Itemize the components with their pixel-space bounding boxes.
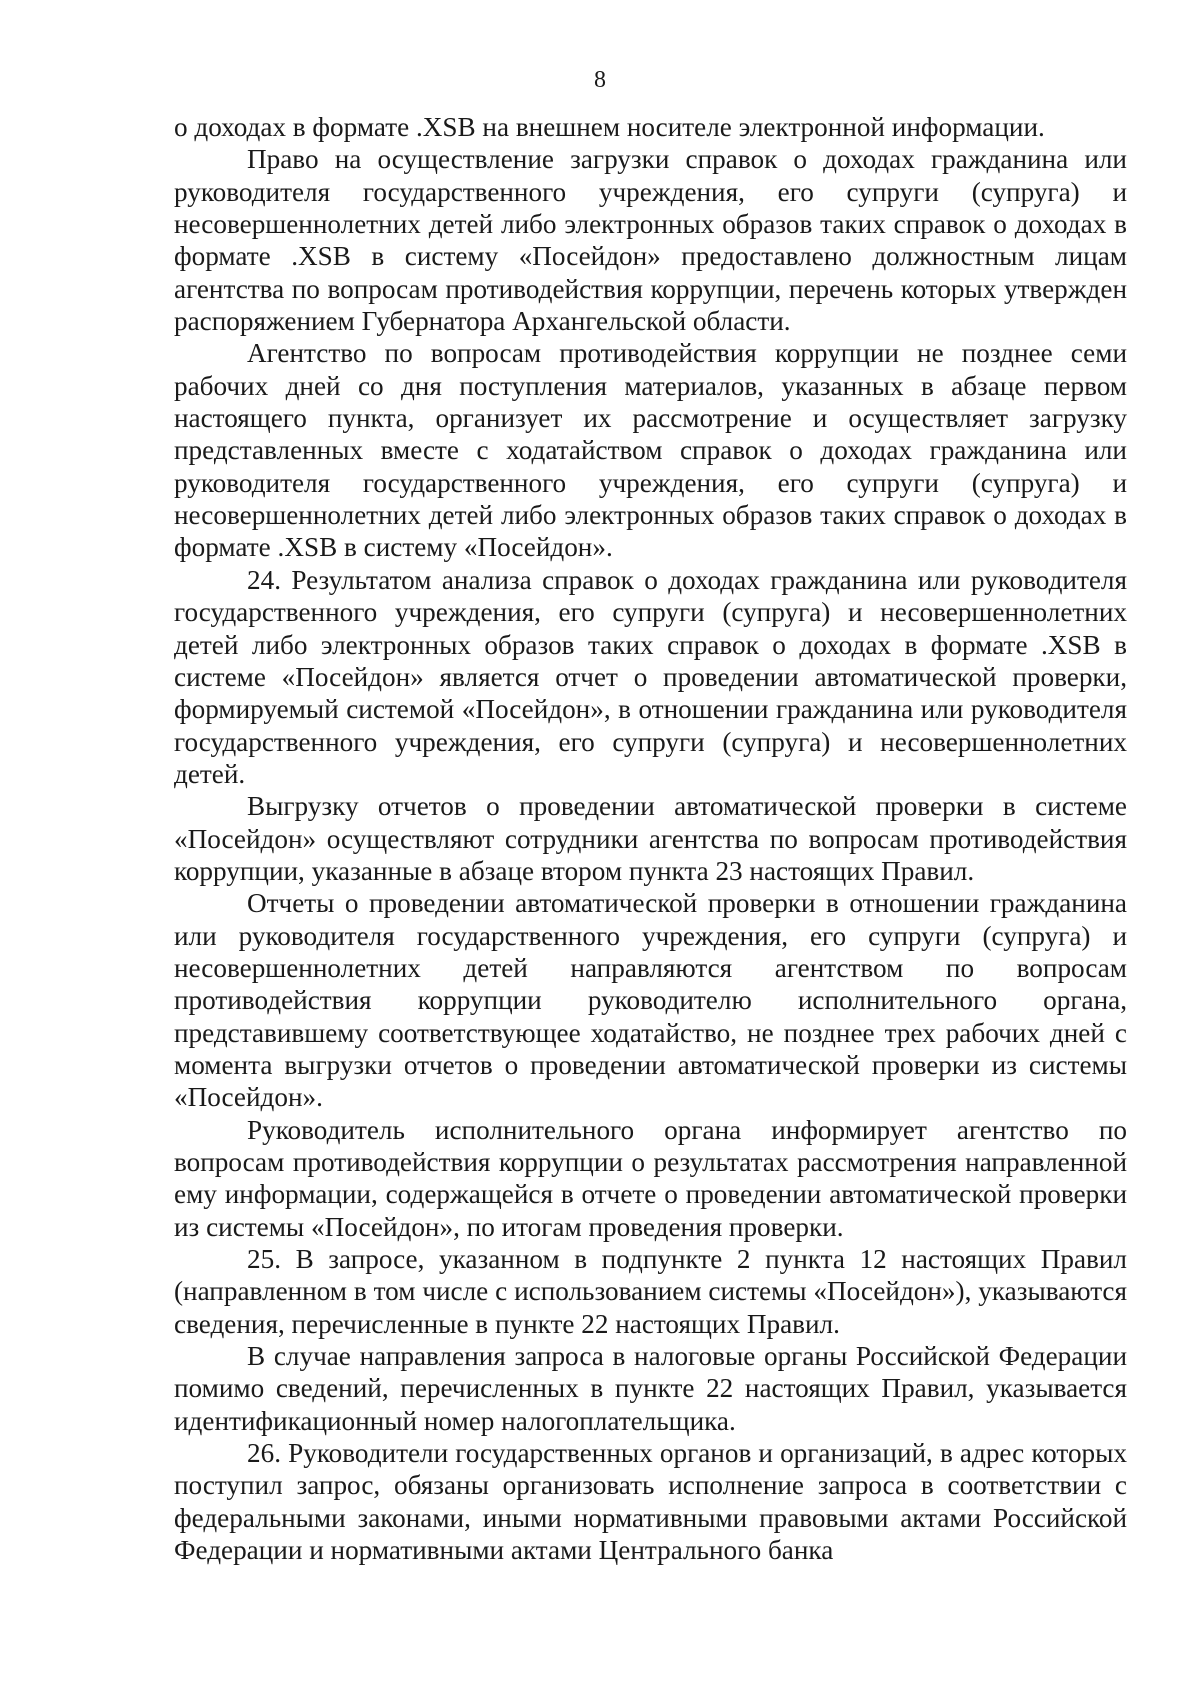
paragraph-continuation: о доходах в формате .XSB на внешнем носителе электронной информации. bbox=[174, 112, 1045, 142]
paragraph-agency-upload: Агентство по вопросам противодействия коррупции не позднее семи рабочих дней со дня поступления материалов, указанных в абзаце первом настоящего пункта, организует их рассмотрение и осуществляет загрузку представленных вместе с ходатайством справок о доходах гражданина или руководителя государственного учреждения, его супруги (супруга) и несовершеннолетних детей либо электронных образов таких справок о доходах в формате .XSB в систему «Посейдон». bbox=[174, 338, 1127, 563]
paragraph-item-24: 24. Результатом анализа справок о доходах гражданина или руководителя государственного учреждения, его супруги (супруга) и несовершеннолетних детей либо электронных образов таких справок о доходах в формате .XSB в системе «Посейдон» является отчет о проведении автоматической проверки, формируемый системой «Посейдон», в отношении гражданина или руководителя государственного учреждения, его супруги (супруга) и несовершеннолетних детей. bbox=[174, 564, 1127, 789]
paragraph-upload-rights: Право на осуществление загрузки справок о доходах гражданина или руководителя государственного учреждения, его супруги (супруга) и несовершеннолетних детей либо электронных образов таких справок о доходах в формате .XSB в систему «Посейдон» предоставлено должностным лицам агентства по вопросам противодействия коррупции, перечень которых утвержден распоряжением Губернатора Архангельской области. bbox=[174, 144, 1127, 337]
paragraph-report-export: Выгрузку отчетов о проведении автоматической проверки в системе «Посейдон» осуществляют сотрудники агентства по вопросам противодействия коррупции, указанные в абзаце втором пункта 23 настоящих Правил. bbox=[174, 791, 1127, 886]
page-number: 8 bbox=[594, 67, 606, 93]
paragraph-head-informs: Руководитель исполнительного органа информирует агентство по вопросам противодействия коррупции о результатах рассмотрения направленной ему информации, содержащейся в отчете о проведении автоматической проверки из системы «Посейдон», по итогам проведения проверки. bbox=[174, 1114, 1127, 1242]
document-body bbox=[174, 111, 1127, 1566]
paragraph-report-sending: Отчеты о проведении автоматической проверки в отношении гражданина или руководителя государственного учреждения, его супруги (супруга) и несовершеннолетних детей направляются агентством по вопросам противодействия коррупции руководителю исполнительного органа, представившему соответствующее ходатайство, не позднее трех рабочих дней с момента выгрузки отчетов о проведении автоматической проверки из системы «Посейдон». bbox=[174, 888, 1127, 1113]
paragraph-item-26: 26. Руководители государственных органов и организаций, в адрес которых поступил запрос, обязаны организовать исполнение запроса в соответствии с федеральными законами, иными нормативными правовыми актами Российской Федерации и нормативными актами Центрального банка bbox=[174, 1438, 1127, 1566]
paragraph-tax-request: В случае направления запроса в налоговые органы Российской Федерации помимо сведений, перечисленных в пункте 22 настоящих Правил, указывается идентификационный номер налогоплательщика. bbox=[174, 1341, 1127, 1436]
paragraph-item-25: 25. В запросе, указанном в подпункте 2 пункта 12 настоящих Правил (направленном в том числе с использованием системы «Посейдон»), указываются сведения, перечисленные в пункте 22 настоящих Правил. bbox=[174, 1244, 1127, 1339]
